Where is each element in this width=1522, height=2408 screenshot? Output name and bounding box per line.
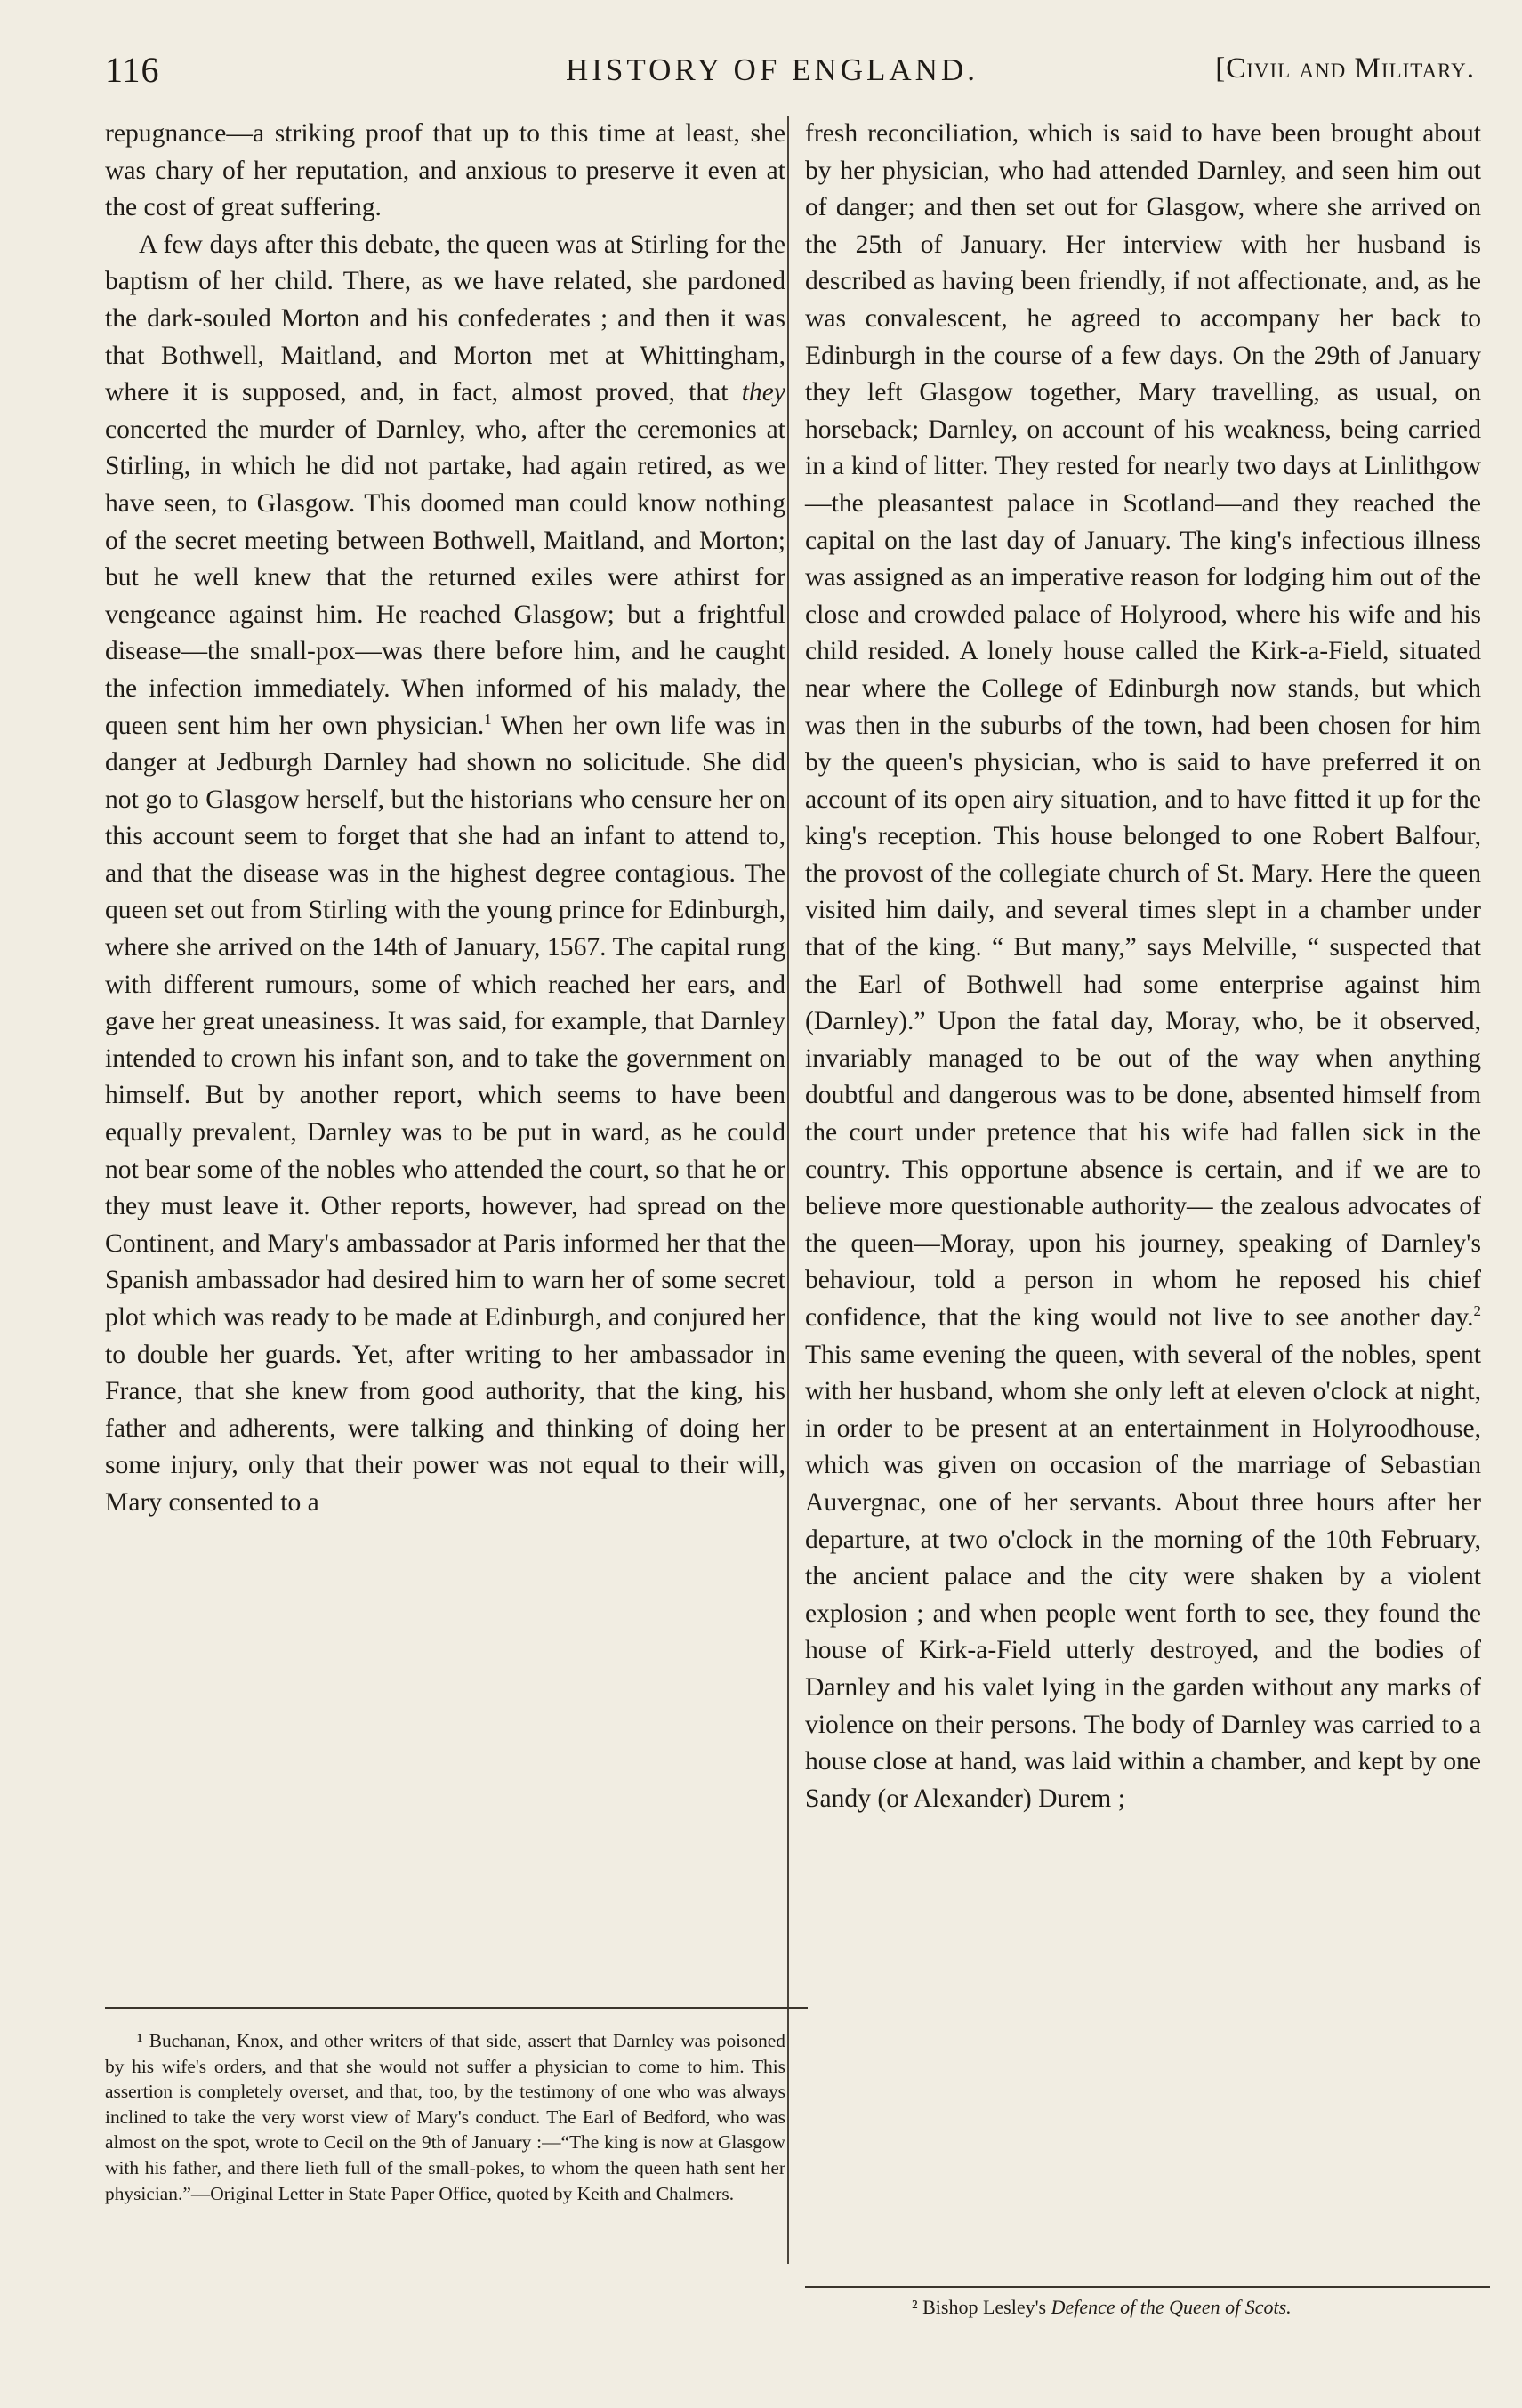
footnote-text: ¹ Buchanan, Knox, and other writers of that side, assert that Darnley was poisoned by his wife's orders, and that she would not suffer a physician to come to him. This assertion is completely overset, and that, too, by the testimony of one who was always inclined to take the very worst view of Mary's conduct. The Earl of Bedford, who was almost on the spot, wrote to Cecil on the 9th of January :—“The king is now at Glasgow with his father, and there lieth full of the small-pokes, to whom the queen hath sent her physician.”—Original Letter in State Paper Office, quoted by Keith and Chalmers. bbox=[105, 2030, 785, 2204]
text-run: fresh reconciliation, which is said to have been brought about by her physician, who had attended Darnley, and seen him out of danger; and then set out for Glasgow, where she arrived on the 25th of January. Her interview with her husband is described as having been friendly, if not affectionate, and, as he was convalescent, he agreed to accompany her back to Edinburgh in the course of a few days. On the 29th of January they left Glasgow together, Mary travelling, as usual, on horseback; Darnley, on account of his weakness, being carried in a kind of litter. They rested for nearly two days at Linlithgow —the pleasantest palace in Scotland—and they reached the capital on the last day of January. The king's infectious illness was assigned as an imperative reason for lodging him out of the close and crowded palace of Holyrood, where his wife and his child resided. A lonely house called the Kirk-a-Field, situated near where the College of Edinburgh now stands, but which was then in the suburbs of the town, had been chosen for him by the queen's physician, who is said to have preferred it on account of its open airy situation, and to have fitted it up for the king's reception. This house belonged to one Robert Balfour, the provost of the collegiate church of St. Mary. Here the queen visited him daily, and several times slept in a chamber under that of the king. “ But many,” says Melville, “ suspected that the Earl of Bothwell had some enterprise against him (Darnley).” Upon the fatal day, Moray, who, be it observed, invariably managed to be out of the way when anything doubtful and dangerous was to be done, absented himself from the court under pretence that his wife had fallen sick in the country. This opportune absence is certain, and if we are to believe more questionable authority— the zealous advocates of the queen—Moray, upon his journey, speaking of Darnley's behaviour, told a person in whom he reposed his chief confidence, that the king would not live to see another day. bbox=[805, 119, 1481, 1332]
footnote-2 bbox=[805, 2295, 1481, 2321]
footnote-rule bbox=[105, 2007, 808, 2009]
page-number: 116 bbox=[105, 50, 160, 90]
running-title: HISTORY OF ENGLAND. bbox=[566, 52, 978, 87]
footnote-text bbox=[805, 2295, 1481, 2321]
paragraph bbox=[105, 227, 785, 1522]
text-run: concerted the murder of Darnley, who, after the ceremonies at Stirling, in which he did not partake, had again retired, as we have seen, to Glasgow. This doomed man could know nothing of the secret meeting between Bothwell, Maitland, and Morton; but he well knew that the returned exiles were athirst for vengeance against him. He reached Glasgow; but a frightful disease—the small-pox—was there before him, and he caught the infection immediately. When informed of his malady, the queen sent him her own physician. bbox=[105, 415, 785, 740]
left-column bbox=[105, 116, 785, 1522]
text-run: When her own life was in danger at Jedburgh Darnley had shown no solicitude. She did not go to Glasgow herself, but the historians who censure her on this account seem to forget that she had an infant to attend to, and that the disease was in the highest degree contagious. The queen set out from Stirling with the young prince for Edinburgh, where she arrived on the 14th of January, 1567. The capital rung with different rumours, some of which reached her ears, and gave her great uneasiness. It was said, for example, that Darnley intended to crown his infant son, and to take the government on himself. But by another report, which seems to have been equally prevalent, Darnley was to be put in ward, as he could not bear some of the nobles who attended the court, so that he or they must leave it. Other reports, however, had spread on the Continent, and Mary's ambassador at Paris informed her that the Spanish ambassador had desired him to warn her of some secret plot which was ready to be made at Edinburgh, and conjured her to double her guards. Yet, after writing to her ambassador in France, that she knew from good authority, that the king, his father and adherents, were talking and thinking of doing her some injury, only that their power was not equal to their will, Mary consented to a bbox=[105, 711, 785, 1517]
book-title: Defence of the Queen of Scots. bbox=[1051, 2296, 1292, 2318]
right-column bbox=[805, 116, 1481, 1817]
column-divider bbox=[787, 116, 789, 2264]
footnote-rule bbox=[805, 2286, 1490, 2288]
page-header bbox=[105, 49, 1475, 93]
footnote-1 bbox=[105, 2028, 785, 2206]
emphasis: they bbox=[741, 378, 785, 407]
text-run: ² Bishop Lesley's bbox=[912, 2296, 1047, 2318]
paragraph: repugnance—a striking proof that up to this time at least, she was chary of her reputation, and anxious to preserve it even at the cost of great suffering. bbox=[105, 119, 785, 222]
text-run: A few days after this debate, the queen was at Stirling for the baptism of her child. There, as we have related, she pardoned the dark-souled Morton and his confederates ; and then it was that Bothwell, Maitland, and Morton met at Whittingham, where it is supposed, and, in fact, almost proved, that bbox=[105, 230, 785, 407]
section-title: [Civil and Military. bbox=[1215, 52, 1475, 85]
footnote-ref: 1 bbox=[484, 710, 492, 728]
footnote-ref: 2 bbox=[1473, 1302, 1481, 1320]
paragraph bbox=[805, 116, 1481, 1817]
text-run: This same evening the queen, with several of the nobles, spent with her husband, whom she only left at eleven o'clock at night, in order to be present at an entertainment in Holyroodhouse, which was given on occasion of the marriage of Sebastian Auvergnac, one of her servants. About three hours after her departure, at two o'clock in the morning of the 10th February, the ancient palace and the city were shaken by a violent explosion ; and when people went forth to see, they found the house of Kirk-a-Field utterly destroyed, and the bodies of Darnley and his valet lying in the garden without any marks of violence on their persons. The body of Darnley was carried to a house close at hand, was laid within a chamber, and kept by one Sandy (or Alexander) Durem ; bbox=[805, 1340, 1481, 1813]
